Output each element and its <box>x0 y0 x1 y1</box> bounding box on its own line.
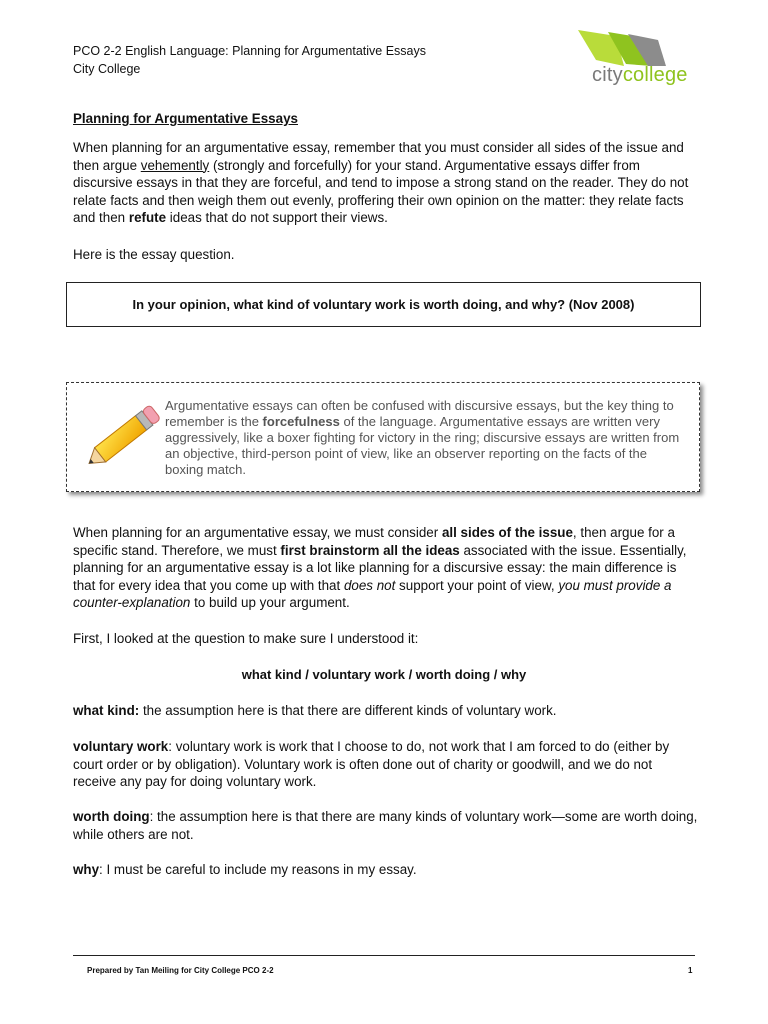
definition-worth-doing <box>73 808 698 843</box>
planning-bold-2: first brainstorm all the ideas <box>280 542 460 558</box>
definition-voluntary-work <box>73 738 698 791</box>
definition-term: voluntary work <box>73 739 169 754</box>
logo-wordmark <box>592 64 688 87</box>
footer-credit: Prepared by Tan Meiling for City College PCO 2-2 <box>87 966 274 975</box>
intro-paragraph <box>73 139 698 227</box>
header-course-title: PCO 2-2 English Language: Planning for Argumentative Essays <box>73 44 426 58</box>
planning-text-2: , then argue for a specific stand. Therefore, we must <box>73 525 675 558</box>
logo-wordmark-college: college <box>622 64 688 86</box>
intro-text-1: When planning for an argumentative essay, remember that you must consider all sides of the issue and then argue <box>73 140 684 173</box>
definition-text: the assumption here is that there are different kinds of voluntary work. <box>139 703 557 718</box>
document-header <box>73 42 426 78</box>
question-analysis-intro: First, I looked at the question to make sure I understood it: <box>73 631 419 646</box>
footer-divider <box>73 955 695 956</box>
definition-what-kind <box>73 702 698 720</box>
definition-text: : I must be careful to include my reasons in my essay. <box>99 862 417 877</box>
planning-bold-1: all sides of the issue <box>441 525 573 540</box>
definition-term: why <box>73 862 100 877</box>
tip-bold-word: forcefulness <box>262 414 340 429</box>
planning-italic-2: you must provide a counter-explanation <box>73 577 672 610</box>
tip-text-2: of the language. Argumentative essays are written very aggressively, like a boxer fighting for victory in the ring; discursive essays are written from an objective, third-person point of view, like an observer reporting on the facts of the boxing match. <box>165 414 680 477</box>
question-keywords: what kind / voluntary work / worth doing / why <box>241 667 527 682</box>
planning-text-5: to build up your argument. <box>190 595 350 610</box>
definition-term: what kind: <box>73 703 140 718</box>
planning-paragraph <box>73 524 698 612</box>
tip-text-1: Argumentative essays can often be confused with discursive essays, but the key thing to remember is the <box>165 398 674 429</box>
essay-question-box <box>66 282 701 327</box>
definition-why <box>73 861 698 879</box>
definition-text: : the assumption here is that there are many kinds of voluntary work—some are worth doing, while others are not. <box>73 809 698 842</box>
header-institution: City College <box>73 62 141 76</box>
definition-term: worth doing <box>73 809 150 824</box>
planning-text-4: support your point of view, <box>395 577 559 593</box>
pencil-icon <box>77 399 167 479</box>
logo-wordmark-city: city <box>592 64 623 86</box>
intro-underlined-word: vehemently <box>140 157 210 173</box>
intro-bold-word: refute <box>128 210 167 225</box>
definition-text: : voluntary work is work that I choose to do, not work that I am forced to do (either by court order or by obligation). Voluntary work is often done out of charity or goodwill, and we do not receive any pay for doing voluntary work. <box>73 739 670 789</box>
intro-text-3: ideas that do not support their views. <box>166 210 388 225</box>
tip-box <box>66 382 700 492</box>
planning-italic-1: does not <box>343 577 396 593</box>
planning-text-1: When planning for an argumentative essay, we must consider <box>73 525 442 540</box>
intro-text-2: (strongly and forcefully) for your stand. Argumentative essays differ from discursive essays in that they are forceful, and tend to impose a strong stand on the reader. They do not relate facts and then weigh them out evenly, proffering their own opinion on the matter: they relate facts and then <box>73 157 689 225</box>
planning-text-3: associated with the issue. Essentially, planning for an argumentative essay is a lot like planning for a discursive essay: the main difference is that for every idea that you come up with that <box>73 542 687 593</box>
essay-question: In your opinion, what kind of voluntary work is worth doing, and why? (Nov 2008) <box>132 297 635 312</box>
tip-text <box>165 398 685 478</box>
question-intro: Here is the essay question. <box>73 247 235 262</box>
page-number: 1 <box>688 966 693 975</box>
page-title: Planning for Argumentative Essays <box>73 111 298 126</box>
